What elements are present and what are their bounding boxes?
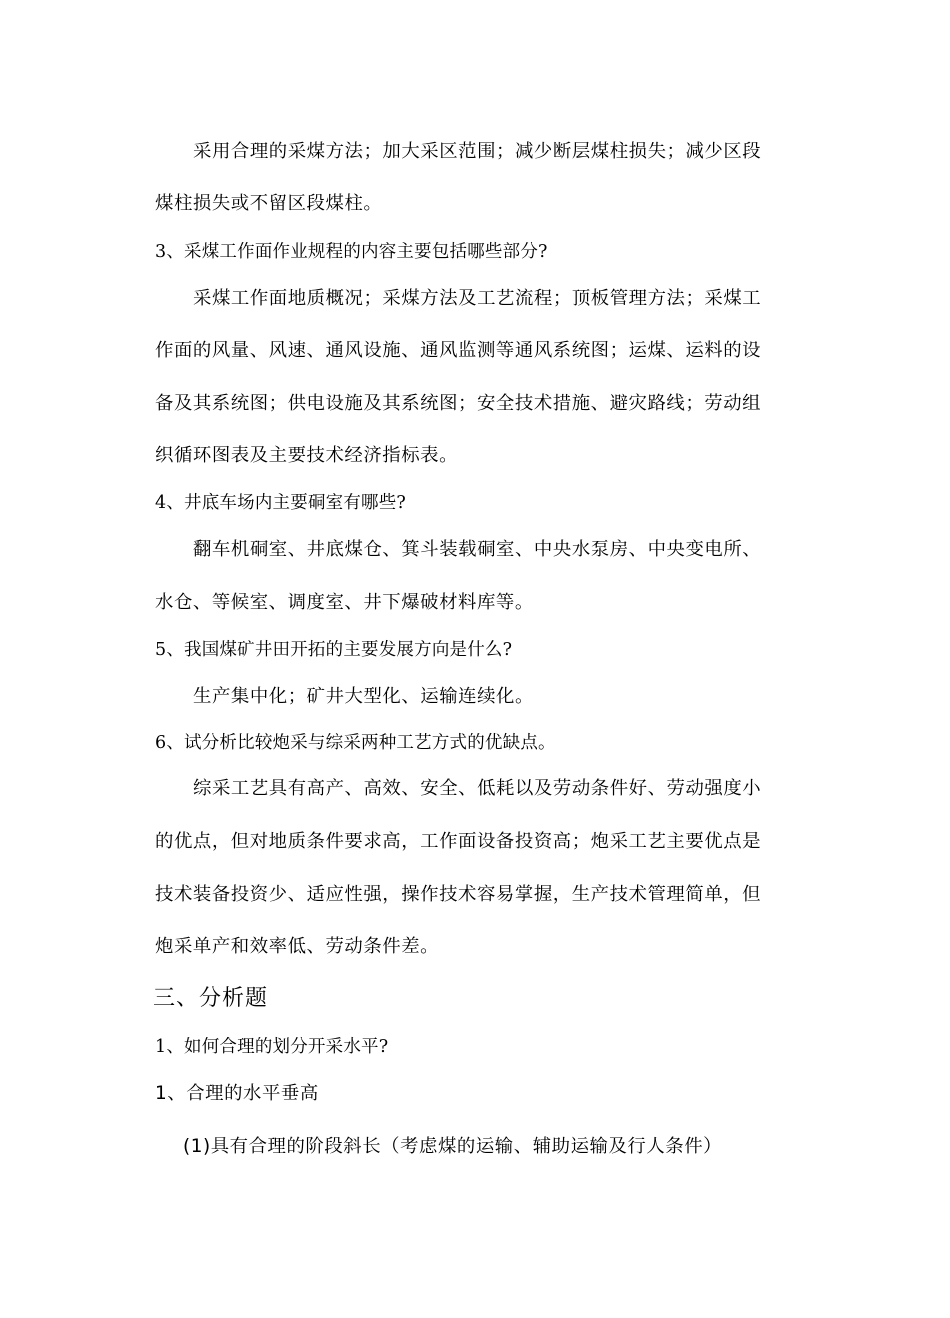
question-line: 1、如何合理的划分开采水平? [155, 1037, 389, 1057]
answer-line: 生产集中化；矿井大型化、运输连续化。 [193, 686, 534, 707]
answer-line: 煤柱损失或不留区段煤柱。 [155, 193, 383, 214]
answer-line: 采煤工作面地质概况；采煤方法及工艺流程；顶板管理方法；采煤工 [193, 288, 762, 309]
question-line: 5、我国煤矿井田开拓的主要发展方向是什么? [155, 640, 513, 660]
answer-line: 备及其系统图；供电设施及其系统图；安全技术措施、避灾路线；劳动组 [155, 393, 762, 414]
answer-line: 作面的风量、风速、通风设施、通风监测等通风系统图；运煤、运料的设 [155, 340, 762, 361]
answer-line: 综采工艺具有高产、高效、安全、低耗以及劳动条件好、劳动强度小 [193, 778, 762, 799]
answer-line: (1)具有合理的阶段斜长（考虑煤的运输、辅助运输及行人条件） [183, 1136, 723, 1157]
answer-line: 炮采单产和效率低、劳动条件差。 [155, 936, 440, 957]
answer-line: 技术装备投资少、适应性强，操作技术容易掌握，生产技术管理简单，但 [155, 884, 762, 905]
answer-line: 1、合理的水平垂高 [155, 1083, 319, 1104]
answer-line: 采用合理的采煤方法；加大采区范围；减少断层煤柱损失；减少区段 [193, 141, 762, 162]
answer-line: 水仓、等候室、调度室、井下爆破材料库等。 [155, 592, 534, 613]
answer-line: 织循环图表及主要技术经济指标表。 [155, 445, 459, 466]
question-line: 6、试分析比较炮采与综采两种工艺方式的优缺点。 [155, 733, 556, 753]
answer-line: 的优点，但对地质条件要求高，工作面设备投资高；炮采工艺主要优点是 [155, 831, 762, 852]
answer-line: 翻车机硐室、井底煤仓、箕斗装载硐室、中央水泵房、中央变电所、 [193, 539, 762, 560]
question-line: 4、井底车场内主要硐室有哪些? [155, 493, 407, 513]
question-line: 3、采煤工作面作业规程的内容主要包括哪些部分? [155, 242, 548, 262]
section-heading: 三、分析题 [153, 986, 269, 1011]
